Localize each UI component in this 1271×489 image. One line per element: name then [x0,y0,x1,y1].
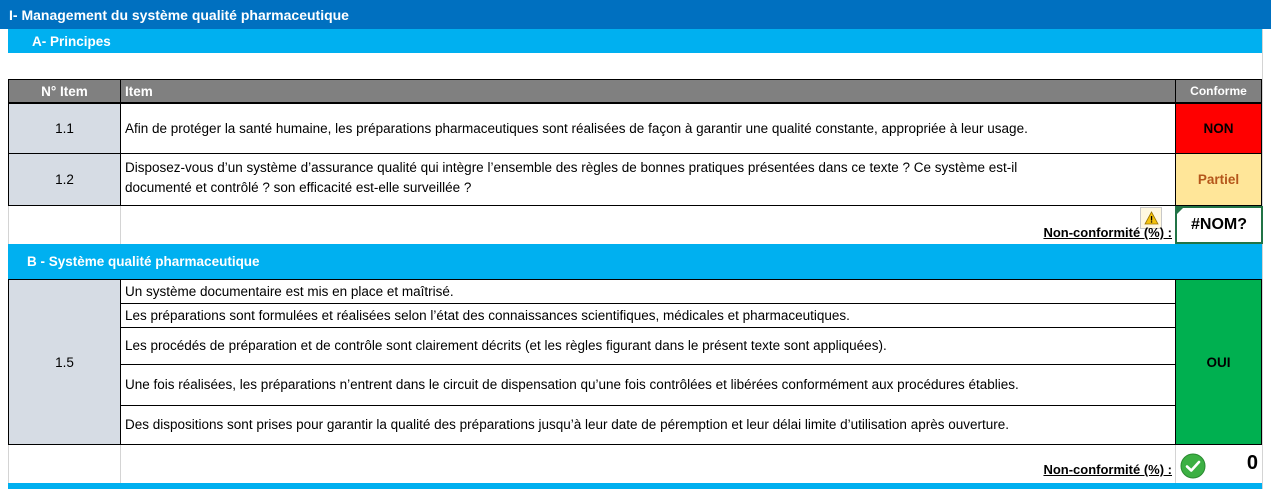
item-text: Les procédés de préparation et de contrôle sont clairement décrits (et les règles figurant dans le présent texte sont appliquées). [125,338,887,353]
header-item[interactable] [120,79,1176,103]
error-indicator [1177,208,1183,214]
next-section-header [8,483,1262,489]
header-num-label: N° Item [41,83,88,99]
status-label: NON [1203,121,1234,136]
item-text-line: documenté et contrôlé ? son efficacité est-elle surveillée ? [125,180,472,195]
check-circle-icon [1180,453,1206,479]
section-title: I- Management du système qualité pharmaceutique [9,6,349,23]
header-num[interactable] [8,79,121,103]
item-text-cell[interactable] [120,364,1176,406]
item-text-line: Disposez-vous d’un système d’assurance qualité qui intègre l’ensemble des règles de bonnes pratiques présentées dans ce texte ? Ce système est-il [125,160,1018,175]
status-oui[interactable] [1175,279,1262,445]
item-text: Une fois réalisées, les préparations n’entrent dans le circuit de dispensation qu’une fois contrôlées et libérées conformément aux procédures établies. [125,377,1019,392]
header-conforme-label: Conforme [1190,84,1247,98]
header-item-label: Item [125,83,153,99]
nonconf-label: Non-conformité (%) : [1043,225,1172,240]
nonconf-label: Non-conformité (%) : [1043,462,1172,477]
item-text-cell[interactable] [120,103,1176,154]
nonconf-value-cell[interactable] [1175,206,1263,244]
item-text-cell[interactable] [120,153,1176,206]
item-number[interactable] [8,279,121,445]
item-text: Des dispositions sont prises pour garantir la qualité des préparations jusqu’à leur date de péremption et leur délai limite d’utilisation après ouverture. [125,417,1009,432]
status-label: OUI [1206,354,1231,370]
section-header[interactable] [0,0,1271,29]
subsection-title: A- Principes [32,33,111,49]
item-number[interactable] [8,153,121,206]
item-text-cell[interactable] [120,303,1176,328]
item-text: Un système documentaire est mis en place et maîtrisé. [125,283,454,299]
item-text: Les préparations sont formulées et réalisées selon l’état des connaissances scientifiques, médicales et pharmaceutiques. [125,307,850,323]
nonconf-value: #NOM? [1191,216,1247,233]
item-text: Afin de protéger la santé humaine, les préparations pharmaceutiques sont réalisées de façon à garantir une qualité constante, appropriée à leur usage. [125,120,1028,136]
nonconf-value[interactable]: 0 [1246,452,1258,474]
subsection-header-a[interactable] [8,29,1262,53]
subsection-title: B - Système qualité pharmaceutique [27,254,260,269]
item-number-label: 1.2 [55,172,74,187]
item-number-label: 1.1 [55,121,74,136]
item-number-label: 1.5 [55,354,74,370]
item-text-cell[interactable] [120,279,1176,304]
item-number[interactable] [8,103,121,154]
status-label: Partiel [1197,172,1240,187]
item-text-cell[interactable] [120,327,1176,365]
header-conforme[interactable] [1175,79,1262,103]
grid-line [1262,0,1263,489]
subsection-header-b[interactable] [8,244,1262,279]
empty-row [8,53,1262,79]
item-text-cell[interactable] [120,405,1176,445]
status-non[interactable] [1175,103,1262,154]
status-partiel[interactable] [1175,153,1262,206]
